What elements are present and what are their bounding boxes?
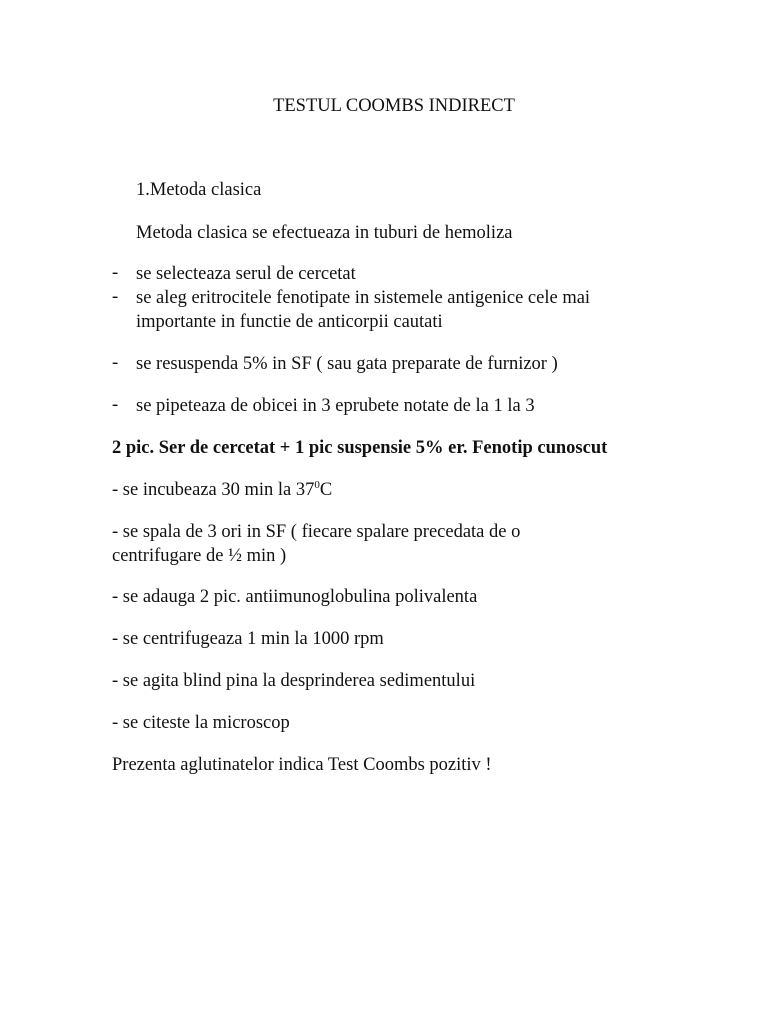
page-title: TESTUL COOMBS INDIRECT [273,96,515,116]
section-heading: 1.Metoda clasica [136,180,262,200]
bullet-marker: - [112,353,119,373]
step-agitate: - se agita blind pina la desprinderea sedimentului [112,671,476,691]
bullet-marker: - [112,395,119,415]
step-wash: - se spala de 3 ori in SF ( fiecare spalare precedata de o [112,522,521,542]
step-centrifuge: - se centrifugeaza 1 min la 1000 rpm [112,629,384,649]
bullet-marker: - [112,287,119,307]
step-incubation-text: - se incubeaza 30 min la 37 [112,480,315,500]
bullet-item: se resuspenda 5% in SF ( sau gata preparate de furnizor ) [136,354,558,374]
temperature-degree-superscript: 0 [314,478,320,491]
bullet-item: se pipeteaza de obicei in 3 eprubete notate de la 1 la 3 [136,396,535,416]
bullet-item: se aleg eritrocitele fenotipate in sistemele antigenice cele mai [136,288,591,308]
step-read: - se citeste la microscop [112,713,290,733]
bold-procedure-line: 2 pic. Ser de cercetat + 1 pic suspensie 5% er. Fenotip cunoscut [112,438,608,458]
step-add-reagent: - se adauga 2 pic. antiimunoglobulina polivalenta [112,587,478,607]
bullet-marker: - [112,263,119,283]
step-incubation [112,479,332,501]
bullet-item-continuation: importante in functie de anticorpii cautati [136,312,443,332]
bullet-item: se selecteaza serul de cercetat [136,264,356,284]
step-incubation-unit: C [319,480,333,500]
conclusion: Prezenta aglutinatelor indica Test Coombs pozitiv ! [112,755,492,775]
intro-paragraph: Metoda clasica se efectueaza in tuburi de hemoliza [136,223,513,243]
step-wash-continuation: centrifugare de ½ min ) [112,546,287,566]
